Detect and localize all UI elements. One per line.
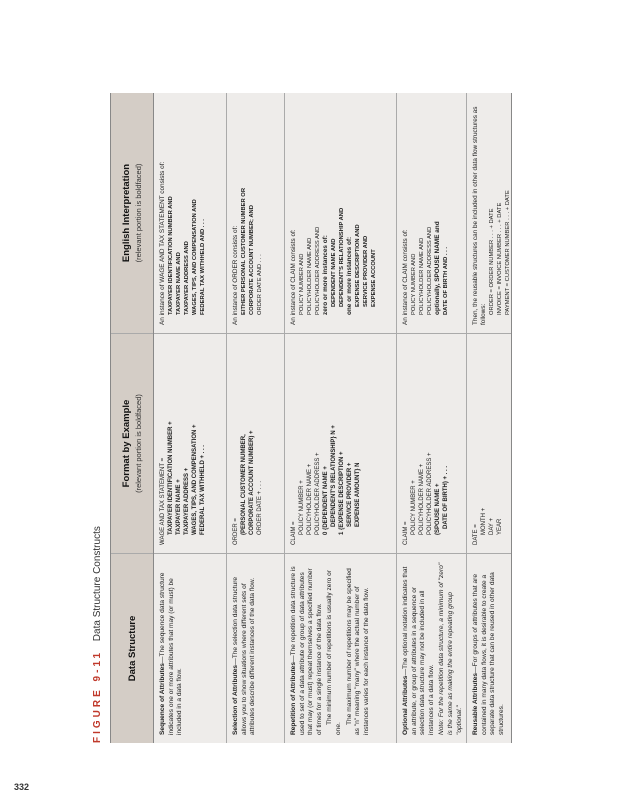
- header-format-by-example: Format by Example (relevant portion is boldfaced): [111, 333, 153, 553]
- data-structure-table: [110, 93, 512, 743]
- table-row-reusable: [467, 93, 511, 743]
- selection-interpretation: An instance of ORDER consists of: EITHER PERSONAL CUSTOMER NUMBER OR CORPORATE ACCOUNT NUMBER; AND ORDER DATE AND . . .: [232, 187, 263, 325]
- reusable-interpretation: Then, the reusable structures can be included in other data flow structures as follows: ORDER = ORDER NUMBER . . . + DATE INVOICE = INVOICE NUMBER . . . + DATE PAYMENT = CUSTOMER NUMBER . . . + DATE: [472, 106, 511, 325]
- repetition-example: CLAIM = POLICY NUMBER + POLICYHOLDER NAME + POLICYHOLDER ADDRESS + 0 {DEPENDENT NAME + DEPENDENT'S RELATIONSHIP} N + 1 {EXPENSE DESCRIPTION + SERVICE PROVIDER + EXPENSE AMOUNT} N: [285, 333, 396, 553]
- figure-title: [88, 526, 108, 743]
- table-row-selection: [227, 93, 285, 743]
- optional-example: CLAIM = POLICY NUMBER + POLICYHOLDER NAME + POLICYHOLDER ADDRESS + (SPOUSE NAME + DATE OF BIRTH) + . . .: [397, 333, 466, 553]
- sequence-example: WAGE AND TAX STATEMENT = TAXPAYER IDENTIFICATION NUMBER + TAXPAYER NAME + TAXPAYER ADDRESS + WAGES, TIPS, AND COMPENSATION + FEDERAL TAX WITHHELD + . . .: [154, 333, 226, 553]
- rotated-figure: [88, 93, 538, 743]
- header-english-interpretation: English Interpretation (relevant portion is boldfaced): [121, 163, 143, 263]
- figure-caption: Data Structure Constructs: [92, 526, 103, 642]
- page-number: 332: [14, 782, 30, 792]
- repetition-description: Repetition of Attributes—The repetition data structure is used to set of a data attribute or group of data attributes that may (or must) repeat themselves a specified number of times for a single instance of the data flow. The minimum number of repetitions is usually zero or one. The maximum number of repetitions may be specified as "n" meaning "many" where the actual number of instances varies for each instance of the data flow.: [285, 553, 396, 743]
- repetition-interpretation: An instance of CLAIM consists of: POLICY NUMBER AND POLICYHOLDER NAME AND POLICYHOLDER ADDRESS AND zero or more instances of: DEPENDENT NAME AND DEPENDENT'S RELATIONSHIP AND one or more instances of: EXPENSE DESCRIPTION AND SERVICE PROVIDER AND EXPENSE ACCOUNT: [290, 207, 377, 325]
- selection-example: ORDER = (PERSONAL CUSTOMER NUMBER, CORPORATE ACCOUNT NUMBER) + ORDER DATE + . . .: [227, 333, 284, 553]
- reusable-description: Reusable Attributes—For groups of attributes that are contained in many data flows, it is desirable to create a separate data structure that can be reused in other data structures.: [467, 553, 511, 743]
- sequence-interpretation: An instance of WAGE AND TAX STATEMENT consists of: TAXPAYER IDENTIFICATION NUMBER AND TAXPAYER NAME AND TAXPAYER ADDRESS AND WAGES, TIPS, AND COMPENSATION AND FEDERAL TAX WITHHELD AND . . .: [159, 161, 206, 325]
- optional-description: Optional Attributes—The optional notation indicates that an attribute, or group of attributes in a sequence or selection data structure may not be included in all instances of a data flow. Note: For the repetition data structure, a minimum of "zero" is the same as making the entire repeating group "optional.": [397, 553, 466, 743]
- table-row-repetition: [285, 93, 397, 743]
- selection-description: Selection of Attributes—The selection data structure allows you to show situations where different sets of attributes describe different instances of the data flow.: [227, 553, 284, 743]
- sequence-description: Sequence of Attributes—The sequence data structure indicates one or more attributes that may (or must) be included in a data flow.: [154, 553, 226, 743]
- header-data-structure: Data Structure: [111, 553, 153, 743]
- table-row-sequence: [154, 93, 227, 743]
- figure-label: FIGURE 9-11: [92, 649, 103, 743]
- table-header: [111, 93, 154, 743]
- table-row-optional: [397, 93, 467, 743]
- optional-interpretation: An instance of CLAIM consists of: POLICY NUMBER AND POLICYHOLDER NAME AND POLICYHOLDER ADDRESS AND optionally, SPOUSE NAME and DATE OF BIRTH AND . . .: [402, 221, 449, 325]
- reusable-example: DATE = MONTH + DAY + YEAR: [467, 333, 511, 553]
